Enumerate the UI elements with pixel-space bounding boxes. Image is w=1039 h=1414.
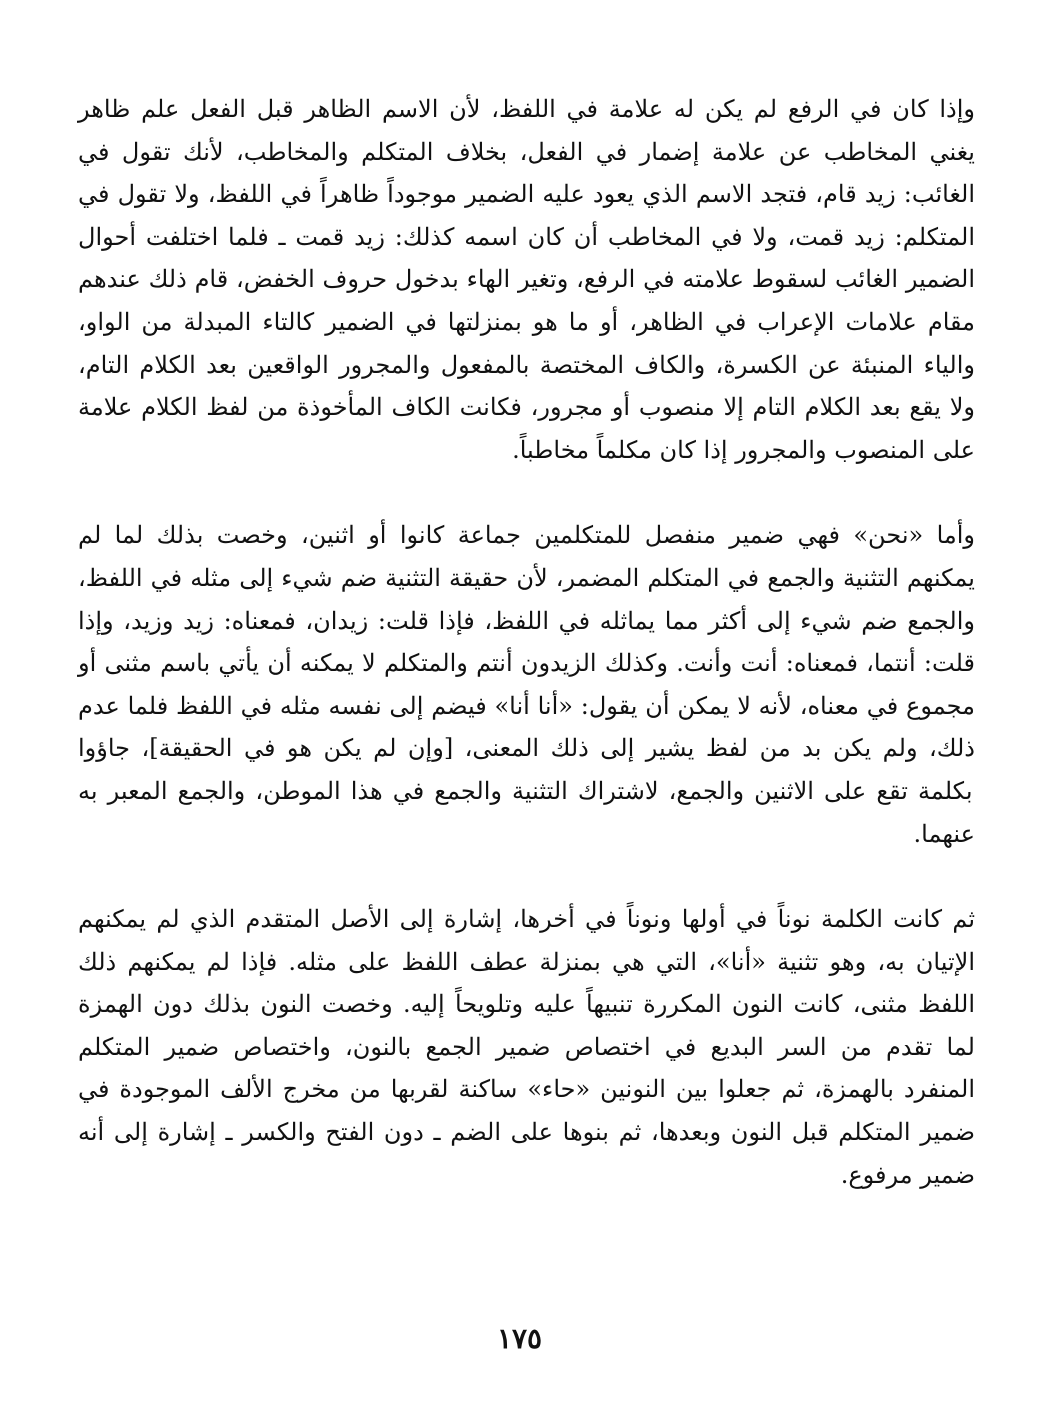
paragraph-3 — [78, 898, 975, 1196]
text-line: الذي لم يمكنهم الإتيان به، وهو تثنية «أنا»، التي هي بمنزلة عطف اللفظ على مثله. — [78, 905, 976, 976]
text-line: وأما «نحن» فهي ضمير منفصل للمتكلمين جماعة كانوا أو اثنين، وخصت — [203, 521, 975, 550]
text-line: وإذا كان في الرفع لم يكن له علامة في اللفظ، لأن الاسم الظاهر قبل الفعل — [179, 95, 975, 123]
paragraph-2 — [78, 514, 975, 855]
text-line: موجوداً ظاهراً في اللفظ، ولا تقول في المتكلم: زيد قمت، ولا في المخاطب أن — [78, 180, 975, 251]
text-line: وبعدها، ثم بنوها على الضم ـ دون الفتح والكسر ـ إشارة إلى أنه ضمير مرفوع. — [78, 1118, 975, 1189]
text-line: الجمع بالنون، واختصاص ضمير المتكلم المنفرد بالهمزة، ثم جعلوا بين النونين — [78, 1032, 976, 1104]
text-line: يمكن أن يقول: «أنا أنا» فيضم إلى نفسه مثله في اللفظ فلما عدم ذلك، ولم يكن بد — [78, 691, 975, 763]
text-line: شيء إلى مثله في اللفظ، والجمع ضم شيء إلى أكثر مما يماثله في اللفظ، فإذا — [78, 563, 975, 635]
text-line: بذلك لما لم يمكنهم التثنية والجمع في المتكلم المضمر، لأن حقيقة التثنية ضم — [78, 521, 975, 592]
text-line: والمخاطب، لأنك تقول في الغائب: زيد قام، فتجد الاسم الذي يعود عليه الضمير — [78, 137, 976, 209]
page-number: ١٧٥ — [496, 1322, 543, 1355]
paragraph-1 — [78, 88, 975, 471]
text-line: «حاء» ساكنة لقربها من مخرج الألف الموجودة في ضمير المتكلم قبل النون — [78, 1075, 975, 1147]
text-line: بعد الكلام التام إلا منصوب أو مجرور، فكانت الكاف المأخوذة من لفظ الكلام — [132, 393, 901, 422]
text-line: كان اسمه كذلك: زيد قمت ـ فلما اختلفت أحوال الضمير الغائب لسقوط علامته في — [78, 222, 975, 294]
text-line: الزيدون أنتم والمتكلم لا يمكنه أن يأتي باسم مثنى أو مجموع في معناه، لأنه لا — [78, 649, 975, 720]
text-line: علم ظاهر يغني المخاطب عن علامة إضمار في الفعل، بخلاف المتكلم — [78, 95, 975, 166]
text-line: الرفع، وتغير الهاء بدخول حروف الخفض، قام ذلك عندهم مقام علامات الإعراب — [78, 265, 976, 336]
text-line: على الاثنين والجمع، لاشتراك التثنية والجمع في هذا الموطن، والجمع المعبر به — [78, 776, 867, 805]
text-line: ثم كانت الكلمة نوناً في أولها ونوناً في أخرها، إشارة إلى الأصل المتقدم — [235, 905, 976, 934]
text-line: الكسرة، والكاف المختصة بالمفعول والمجرور الواقعين بعد الكلام التام، ولا يقع — [78, 350, 975, 422]
text-line: وخصت النون بذلك دون الهمزة لما تقدم من السر البديع في اختصاص ضمير — [78, 990, 975, 1061]
text-line: في الظاهر، أو ما هو بمنزلتها في الضمير كالتاء المبدلة من الواو، والياء المنبئة عن — [78, 307, 975, 379]
text-line: عنهما. — [913, 819, 975, 848]
text-line: فإذا لم يمكنهم ذلك اللفظ مثنى، كانت النون المكررة تنبيهاً عليه وتلويحاً إليه. — [78, 947, 975, 1019]
text-line: علامة على المنصوب والمجرور إذا كان مكلماً مخاطباً. — [78, 393, 975, 464]
text-line: قلت: زيدان، فمعناه: زيد وزيد، وإذا قلت: أنتما، فمعناه: أنت وأنت. وكذلك — [78, 606, 975, 678]
body-text — [78, 88, 975, 1196]
text-line: من لفظ يشير إلى ذلك المعنى، [وإن لم يكن هو في الحقيقة]، جاؤوا بكلمة تقع — [78, 734, 973, 805]
